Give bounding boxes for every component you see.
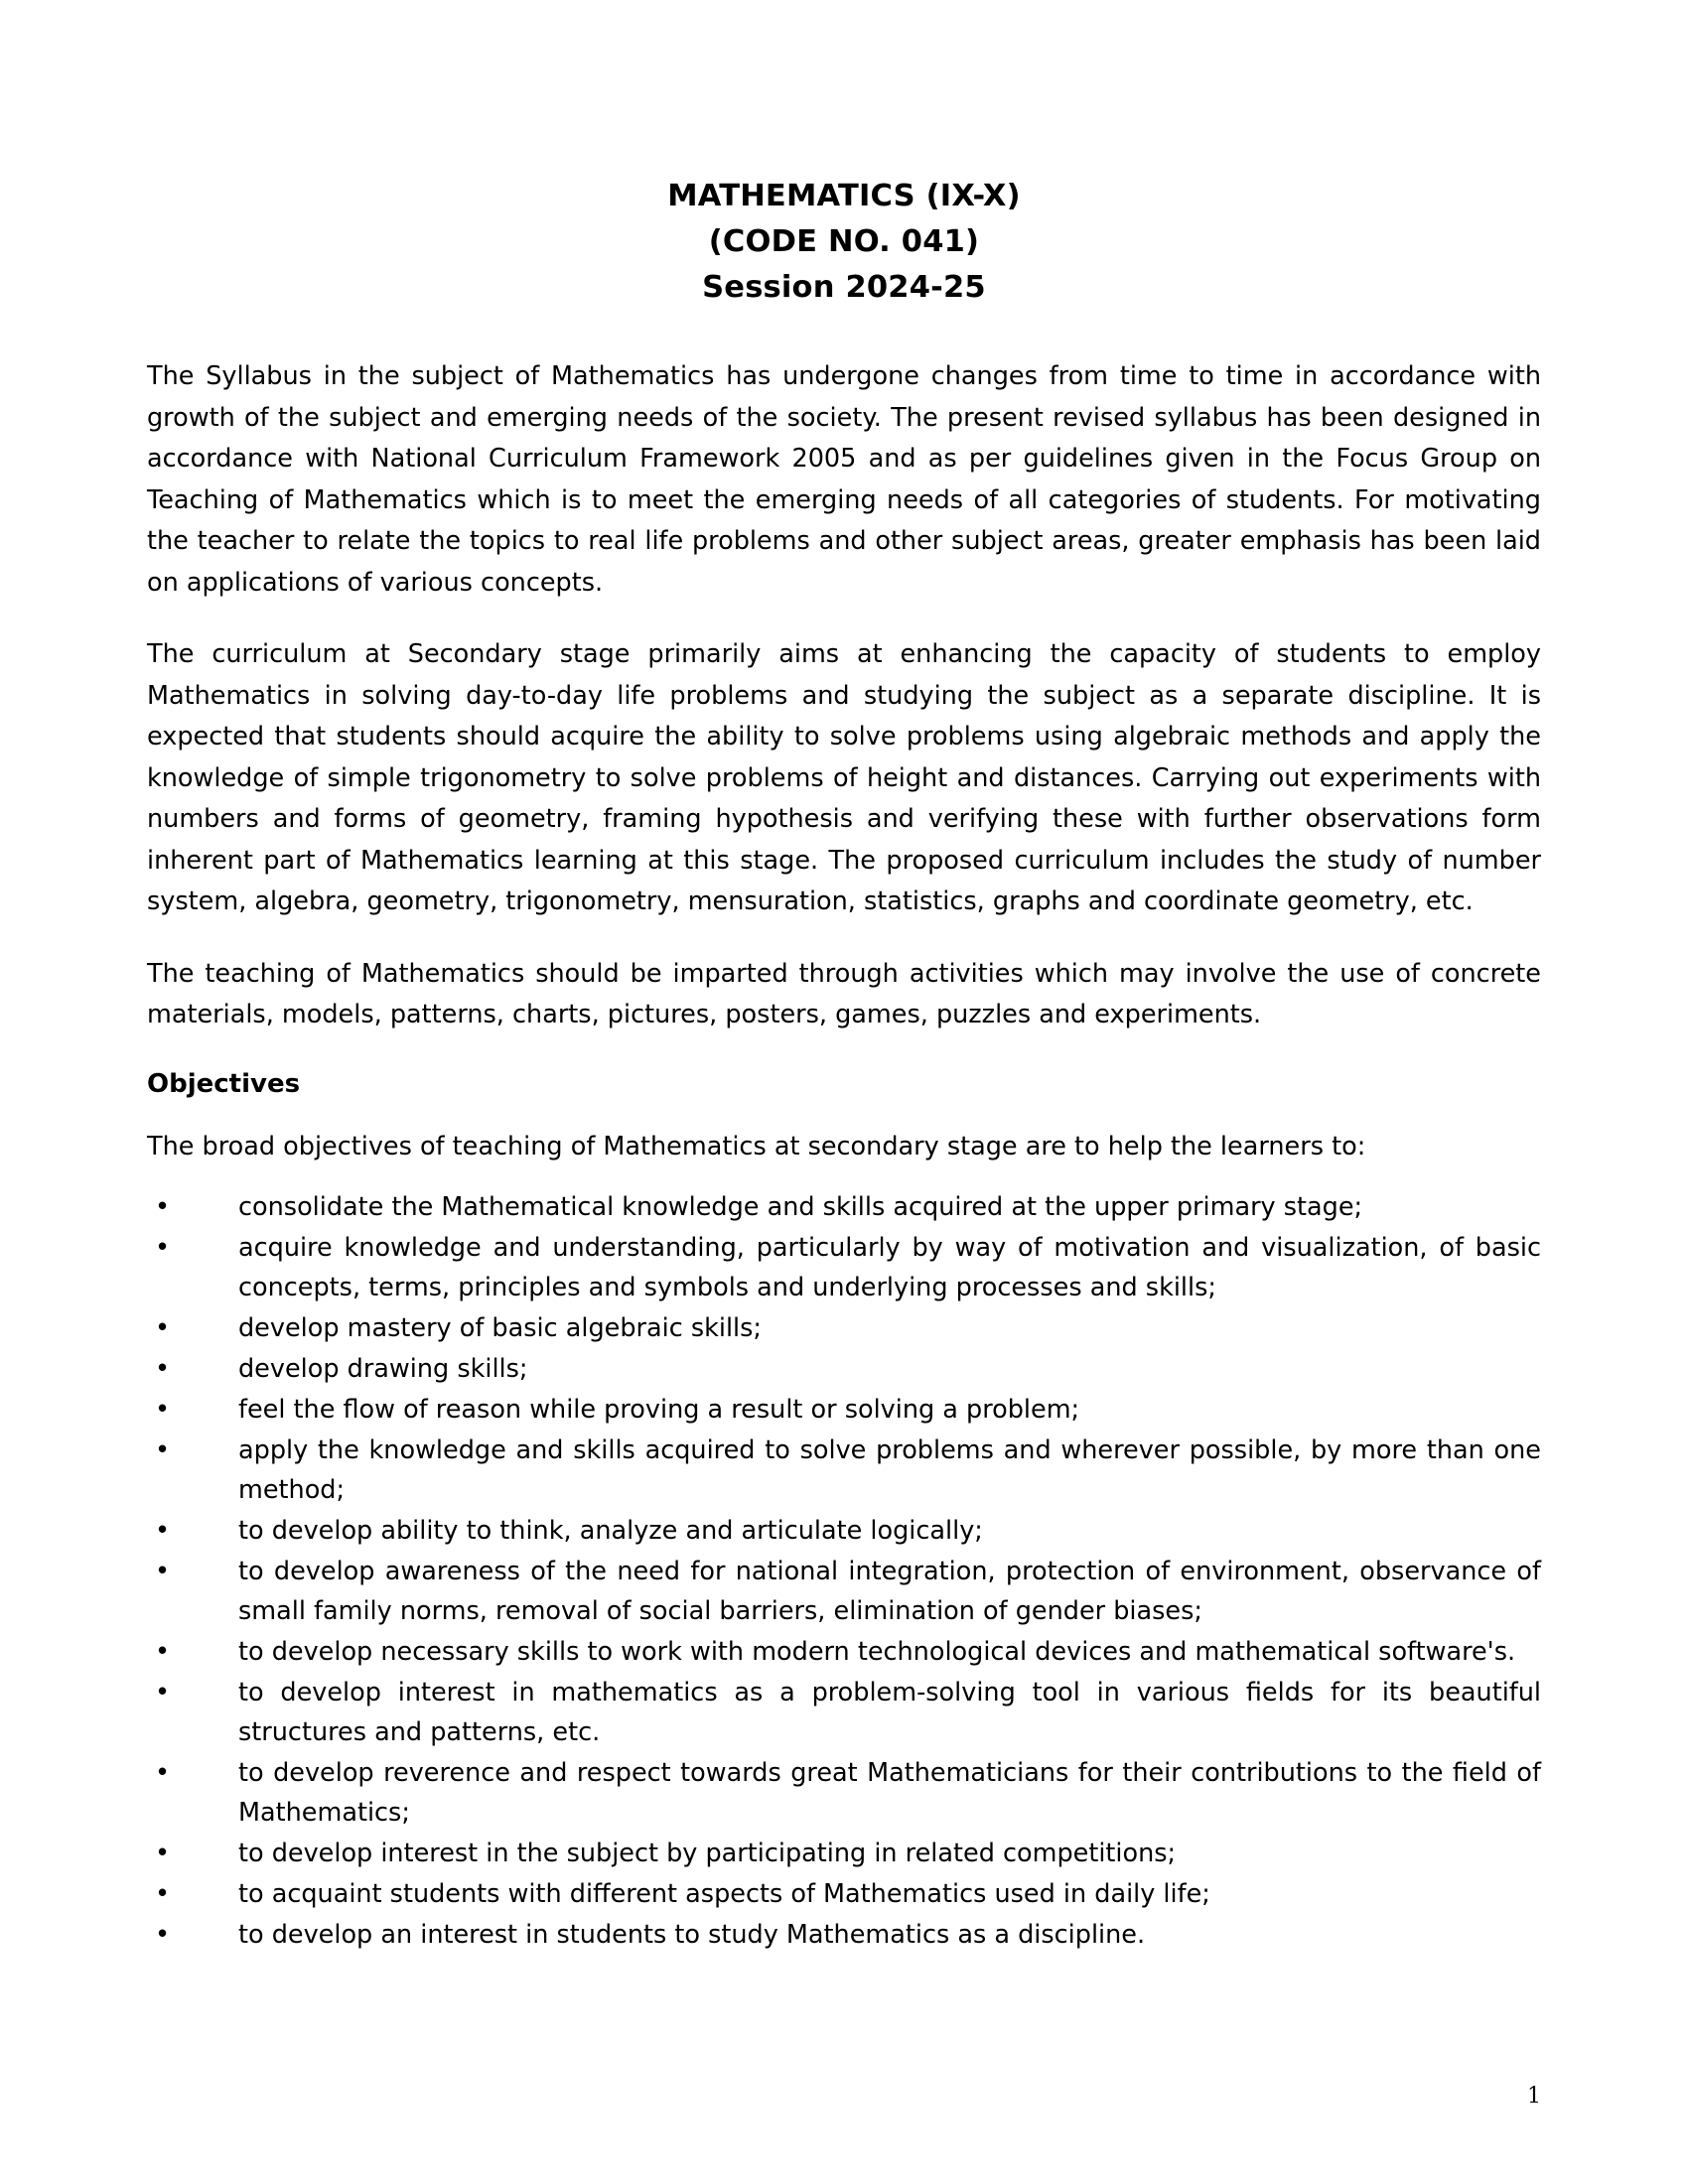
objective-item-text: to develop ability to think, analyze and articulate logically; (238, 1515, 983, 1546)
objective-item (147, 1915, 1541, 1955)
subject-code-line: (CODE NO. 041) (708, 224, 980, 259)
bullet-icon: • (155, 1394, 171, 1425)
objective-item-text: to develop necessary skills to work with modern technological devices and mathematical software's. (238, 1636, 1516, 1667)
bullet-icon: • (155, 1636, 171, 1667)
objective-item (147, 1349, 1541, 1389)
page-number: 1 (1527, 2084, 1541, 2109)
objectives-heading: Objectives (147, 1068, 301, 1099)
objective-item-text: develop mastery of basic algebraic skills; (238, 1312, 763, 1343)
objective-item (147, 1632, 1541, 1672)
objective-item-text: consolidate the Mathematical knowledge and skills acquired at the upper primary stage; (238, 1191, 1363, 1222)
bullet-icon: • (155, 1353, 171, 1384)
objective-item (147, 1753, 1541, 1833)
bullet-icon: • (155, 1434, 171, 1465)
bullet-icon: • (155, 1677, 171, 1707)
objective-item (147, 1511, 1541, 1551)
bullet-icon: • (155, 1232, 171, 1263)
document-title-block (147, 174, 1541, 311)
bullet-icon: • (155, 1312, 171, 1343)
bullet-icon: • (155, 1838, 171, 1868)
objective-item (147, 1308, 1541, 1348)
objective-item-text: to develop interest in mathematics as a problem-solving tool in various fields for its beautiful structures and patterns, etc. (238, 1677, 1541, 1747)
objective-item (147, 1874, 1541, 1914)
objective-item-text: to develop an interest in students to study Mathematics as a discipline. (238, 1919, 1146, 1950)
objective-item (147, 1187, 1541, 1227)
bullet-icon: • (155, 1919, 171, 1950)
objective-item-text: develop drawing skills; (238, 1353, 528, 1384)
objective-item-text: to develop awareness of the need for national integration, protection of environment, observance of small family norms, removal of social barriers, elimination of gender biases; (238, 1556, 1541, 1626)
objective-item (147, 1228, 1541, 1307)
bullet-icon: • (155, 1757, 171, 1788)
session-line: Session 2024-25 (702, 270, 986, 305)
objective-item-text: acquire knowledge and understanding, particularly by way of motivation and visualization, of basic concepts, terms, principles and symbols and underlying processes and skills; (238, 1232, 1541, 1302)
objective-item-text: apply the knowledge and skills acquired to solve problems and wherever possible, by more than one method; (238, 1434, 1541, 1505)
bullet-icon: • (155, 1515, 171, 1546)
objective-item-text: to acquaint students with different aspects of Mathematics used in daily life; (238, 1878, 1210, 1909)
objective-item-text: to develop reverence and respect towards great Mathematicians for their contributions to the field of Mathematics; (238, 1757, 1541, 1828)
objectives-list (147, 1187, 1541, 1955)
objective-item (147, 1552, 1541, 1631)
objectives-intro: The broad objectives of teaching of Mathematics at secondary stage are to help the learners to: (147, 1131, 1366, 1161)
objective-item (147, 1673, 1541, 1752)
bullet-icon: • (155, 1878, 171, 1909)
objective-item (147, 1390, 1541, 1430)
objective-item (147, 1834, 1541, 1873)
bullet-icon: • (155, 1556, 171, 1586)
objective-item (147, 1431, 1541, 1510)
intro-paragraph-1: The Syllabus in the subject of Mathematics has undergone changes from time to time in accordance with growth of the subject and emerging needs of the society. The present revised syllabus has been designed in accordance with National Curriculum Framework 2005 and as per guidelines given in the Focus Group on Teaching of Mathematics which is to meet the emerging needs of all categories of students. For motivating the teacher to relate the topics to real life problems and other subject areas, greater emphasis has been laid on applications of various concepts. (147, 361, 1541, 598)
intro-paragraph-3: The teaching of Mathematics should be imparted through activities which may involve the use of concrete materials, models, patterns, charts, pictures, posters, games, puzzles and experiments. (147, 958, 1541, 1029)
page-title: MATHEMATICS (IX-X) (667, 179, 1021, 213)
intro-paragraph-2: The curriculum at Secondary stage primarily aims at enhancing the capacity of students to employ Mathematics in solving day-to-day life problems and studying the subject as a separate discipline. It is expected that students should acquire the ability to solve problems using algebraic methods and apply the knowledge of simple trigonometry to solve problems of height and distances. Carrying out experiments with numbers and forms of geometry, framing hypothesis and verifying these with further observations form inherent part of Mathematics learning at this stage. The proposed curriculum includes the study of number system, algebra, geometry, trigonometry, mensuration, statistics, graphs and coordinate geometry, etc. (147, 639, 1541, 916)
objective-item-text: feel the flow of reason while proving a result or solving a problem; (238, 1394, 1080, 1425)
objective-item-text: to develop interest in the subject by participating in related competitions; (238, 1838, 1177, 1868)
bullet-icon: • (155, 1191, 171, 1222)
